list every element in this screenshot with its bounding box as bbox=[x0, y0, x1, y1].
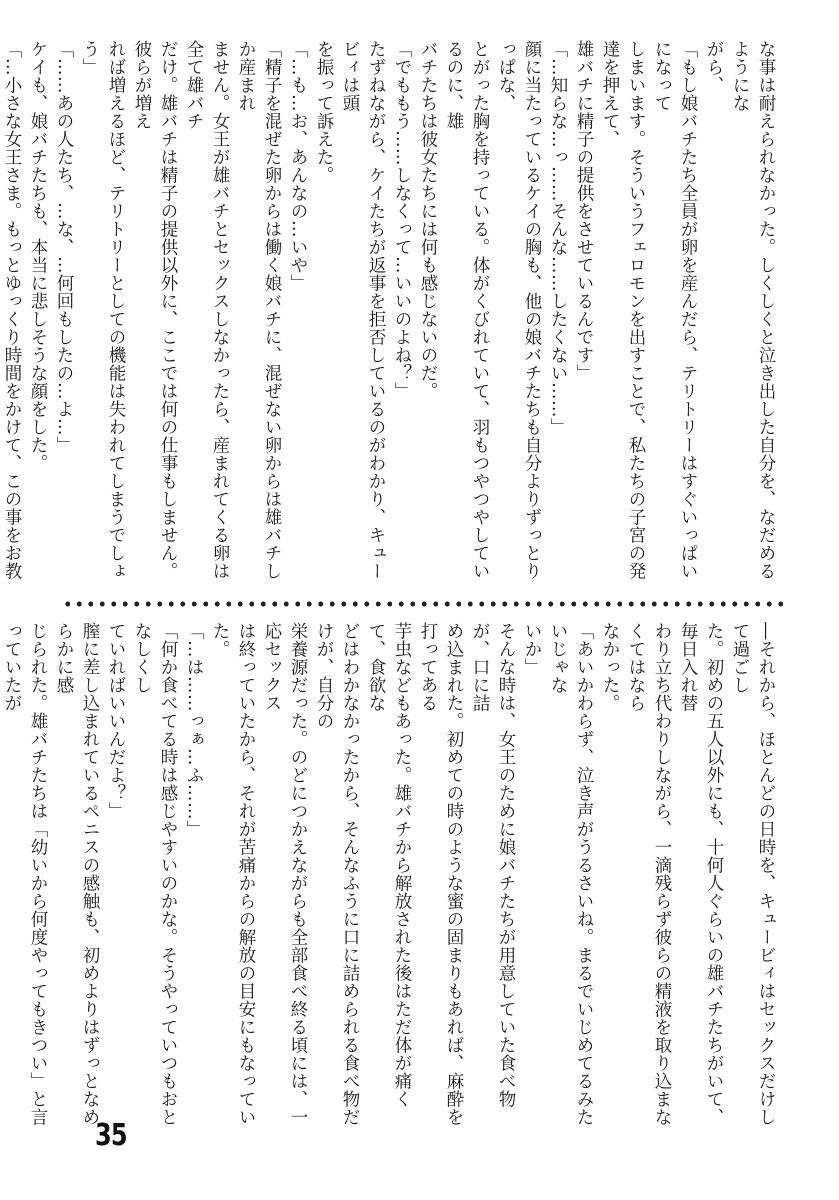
text-line: なかった。 bbox=[600, 622, 620, 712]
lower-text-block bbox=[2, 622, 779, 1127]
text-line: ケイも、娘バチたちも、本当に悲しそうな顔をした。 bbox=[28, 40, 48, 472]
text-line: そんな時は、女王のために娘バチたちが用意していた食べ物が、口に詰 bbox=[470, 622, 516, 1108]
text-line: バチたちは彼女たちには何も感じないのだ。 bbox=[418, 40, 438, 400]
text-line: いか」 bbox=[522, 622, 542, 676]
text-line: 「あいかわらず、泣き声がうるさいね。まるでいじめてるみたいじゃな bbox=[548, 622, 594, 1126]
text-line: 「…も…お、あんなの…いや」 bbox=[288, 40, 308, 292]
text-line: 「…小さな女王さま。もっとゆっくり時間をかけて、この事をお教 bbox=[2, 40, 22, 580]
text-line: ―それから、ほとんどの日時を、キュービィはセックスだけして過ごし bbox=[730, 622, 776, 1126]
text-line: 「…知らな…っ……そんな……したくない……」 bbox=[548, 40, 568, 436]
text-line: 「もし娘バチたち全員が卵を産んだら、テリトリーはすぐいっぱいになって bbox=[652, 40, 698, 580]
text-line: 「精子を混ぜた卵からは働く娘バチに、混ぜない卵からは雄バチしか産まれ bbox=[236, 40, 282, 580]
text-line: 「何か食べてる時は感じやすいのかな。そうやっていつもおとなしくし bbox=[132, 622, 178, 1126]
text-line: れば増えるほど、テリトリーとしての機能は失われてしまうでしょう」 bbox=[80, 40, 126, 580]
page-number: 35 bbox=[95, 1118, 127, 1153]
text-line: 雄バチに精子の提供をさせているんです」 bbox=[574, 40, 594, 382]
text-line: がら、 bbox=[704, 40, 724, 94]
text-line: た。初めの五人以外にも、十何人ぐらいの雄バチたちがいて、毎日入れ替 bbox=[678, 622, 724, 1126]
text-line: たずねながら、ケイたちが返事を拒否しているのがわかり、キュービィは頭 bbox=[340, 40, 386, 580]
text-line: 「でももう……しなくって…いいのよね？」 bbox=[392, 40, 412, 400]
upper-text-block bbox=[2, 40, 779, 585]
text-line: わり立ち代わりしながら、一滴残らず彼らの精液を取り込まなくてはなら bbox=[626, 622, 672, 1126]
text-line: 芋虫などもあった。雄バチから解放された後はただ体が痛くて、食欲な bbox=[366, 622, 412, 1108]
text-line: 「……あの人たち、…な、…何回もしたの…よ…」 bbox=[54, 40, 74, 454]
text-line: だけ。雄バチは精子の提供以外に、ここでは何の仕事もしません。彼らが増え bbox=[132, 40, 178, 580]
text-line: 顔に当たっているケイの胸も、他の娘バチたちも自分よりずっとりっぱな、 bbox=[496, 40, 542, 580]
text-line: じられた。雄バチたちは「幼いから何度やってもきつい」と言っていたが bbox=[2, 622, 48, 1126]
text-line: ません。女王が雄バチとセックスしなかったら、産まれてくる卵は全て雄バチ bbox=[184, 40, 230, 580]
dotted-separator bbox=[62, 600, 784, 608]
text-line: ていればいいんだよ？」 bbox=[106, 622, 126, 820]
text-line: め込まれた。初めての時のような蜜の固まりもあれば、麻酔を打ってある bbox=[418, 622, 464, 1126]
text-line: は終っていたから、それが苦痛からの解放の目安にもなっていた。 bbox=[210, 622, 256, 1126]
text-line: どはわかなかったから、そんなふうに口に詰められる食べ物だけが、自分の bbox=[314, 622, 360, 1126]
text-line: しまいます。そういうフェロモンを出すことで、私たちの子宮の発達を押えて、 bbox=[600, 40, 646, 580]
text-line: を振って訴えた。 bbox=[314, 40, 334, 184]
text-line: な事は耐えられなかった。しくしくと泣き出した自分を、なだめるようにな bbox=[730, 40, 776, 580]
text-line: 栄養源だった。のどにつかえながらも全部食べ終る頃には、一応セックス bbox=[262, 622, 308, 1126]
text-line: とがった胸を持っている。体がくびれていて、羽もつやつやしているのに、雄 bbox=[444, 40, 490, 580]
text-line: 「…は……っぁ…ふ……」 bbox=[184, 622, 204, 838]
text-line: 膣に差し込まれているペニスの感触も、初めよりはずっとなめらかに感 bbox=[54, 622, 100, 1126]
